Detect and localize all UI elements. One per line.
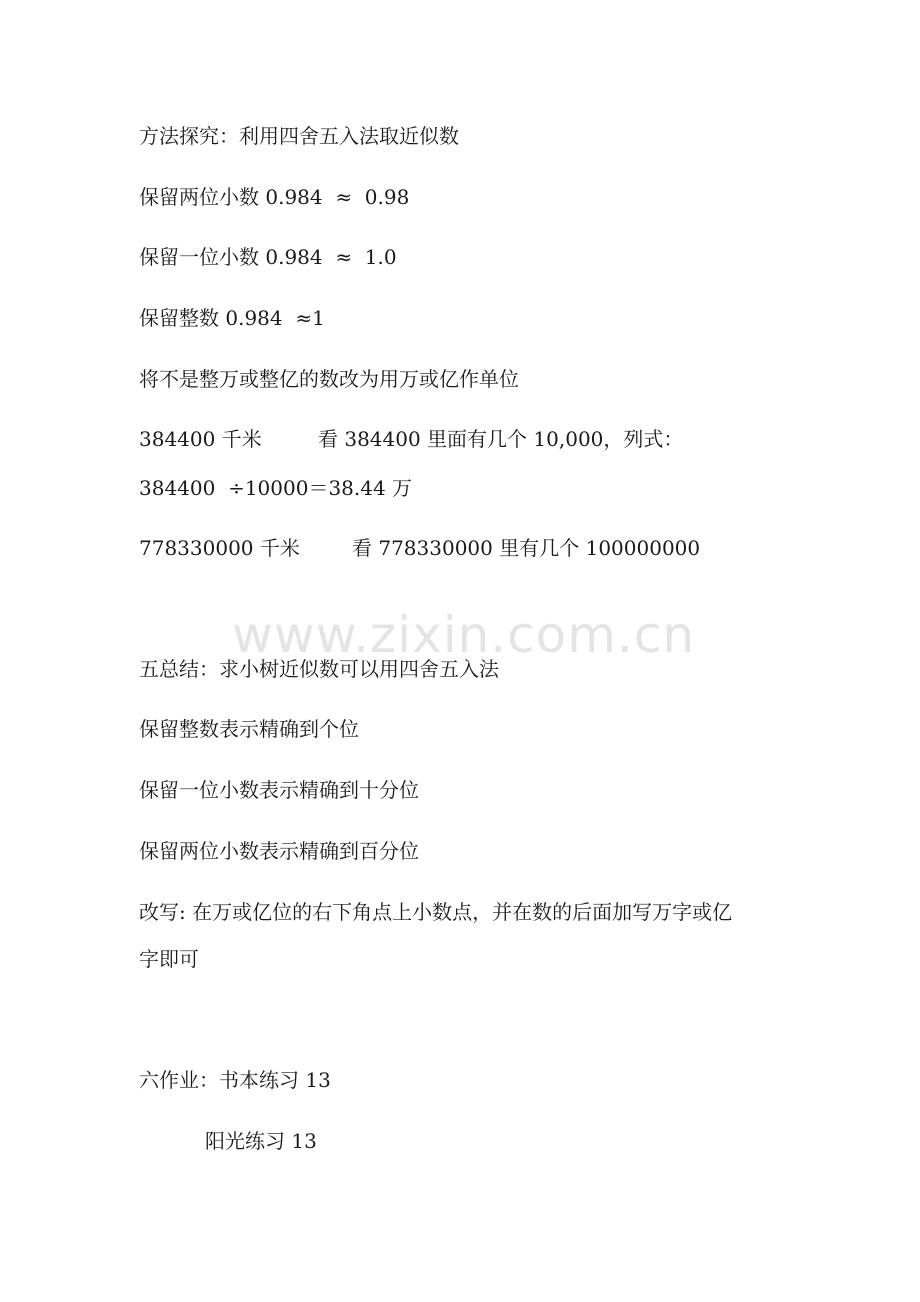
unit-conversion-heading: 将不是整万或整亿的数改为用万或亿作单位	[139, 367, 519, 391]
method-heading: 方法探究：利用四舍五入法取近似数	[139, 124, 459, 148]
example-1-formula: 384400 ÷10000＝38.44 万	[139, 476, 413, 500]
example-1-value: 384400 千米	[139, 427, 262, 451]
round-integer: 保留整数 0.984 ≈1	[139, 306, 325, 330]
round-one-decimal: 保留一位小数 0.984 ≈ 1.0	[139, 245, 397, 269]
example-2-value: 778330000 千米	[139, 536, 300, 560]
summary-one-decimal: 保留一位小数表示精确到十分位	[139, 778, 419, 802]
round-two-decimals: 保留两位小数 0.984 ≈ 0.98	[139, 185, 410, 209]
rewrite-rule-line-1: 改写: 在万或亿位的右下角点上小数点，并在数的后面加写万字或亿	[139, 900, 733, 924]
summary-heading: 五总结：求小树近似数可以用四舍五入法	[139, 657, 499, 681]
homework-heading: 六作业：书本练习 13	[139, 1068, 331, 1092]
rewrite-rule-line-2: 字即可	[139, 947, 199, 971]
summary-integer: 保留整数表示精确到个位	[139, 717, 359, 741]
homework-item: 阳光练习 13	[205, 1129, 317, 1153]
summary-two-decimals: 保留两位小数表示精确到百分位	[139, 839, 419, 863]
example-2-explanation: 看 778330000 里有几个 100000000	[352, 536, 701, 560]
example-1-explanation: 看 384400 里面有几个 10,000，列式：	[318, 427, 684, 451]
watermark: www.zixin.com.cn	[232, 606, 696, 664]
